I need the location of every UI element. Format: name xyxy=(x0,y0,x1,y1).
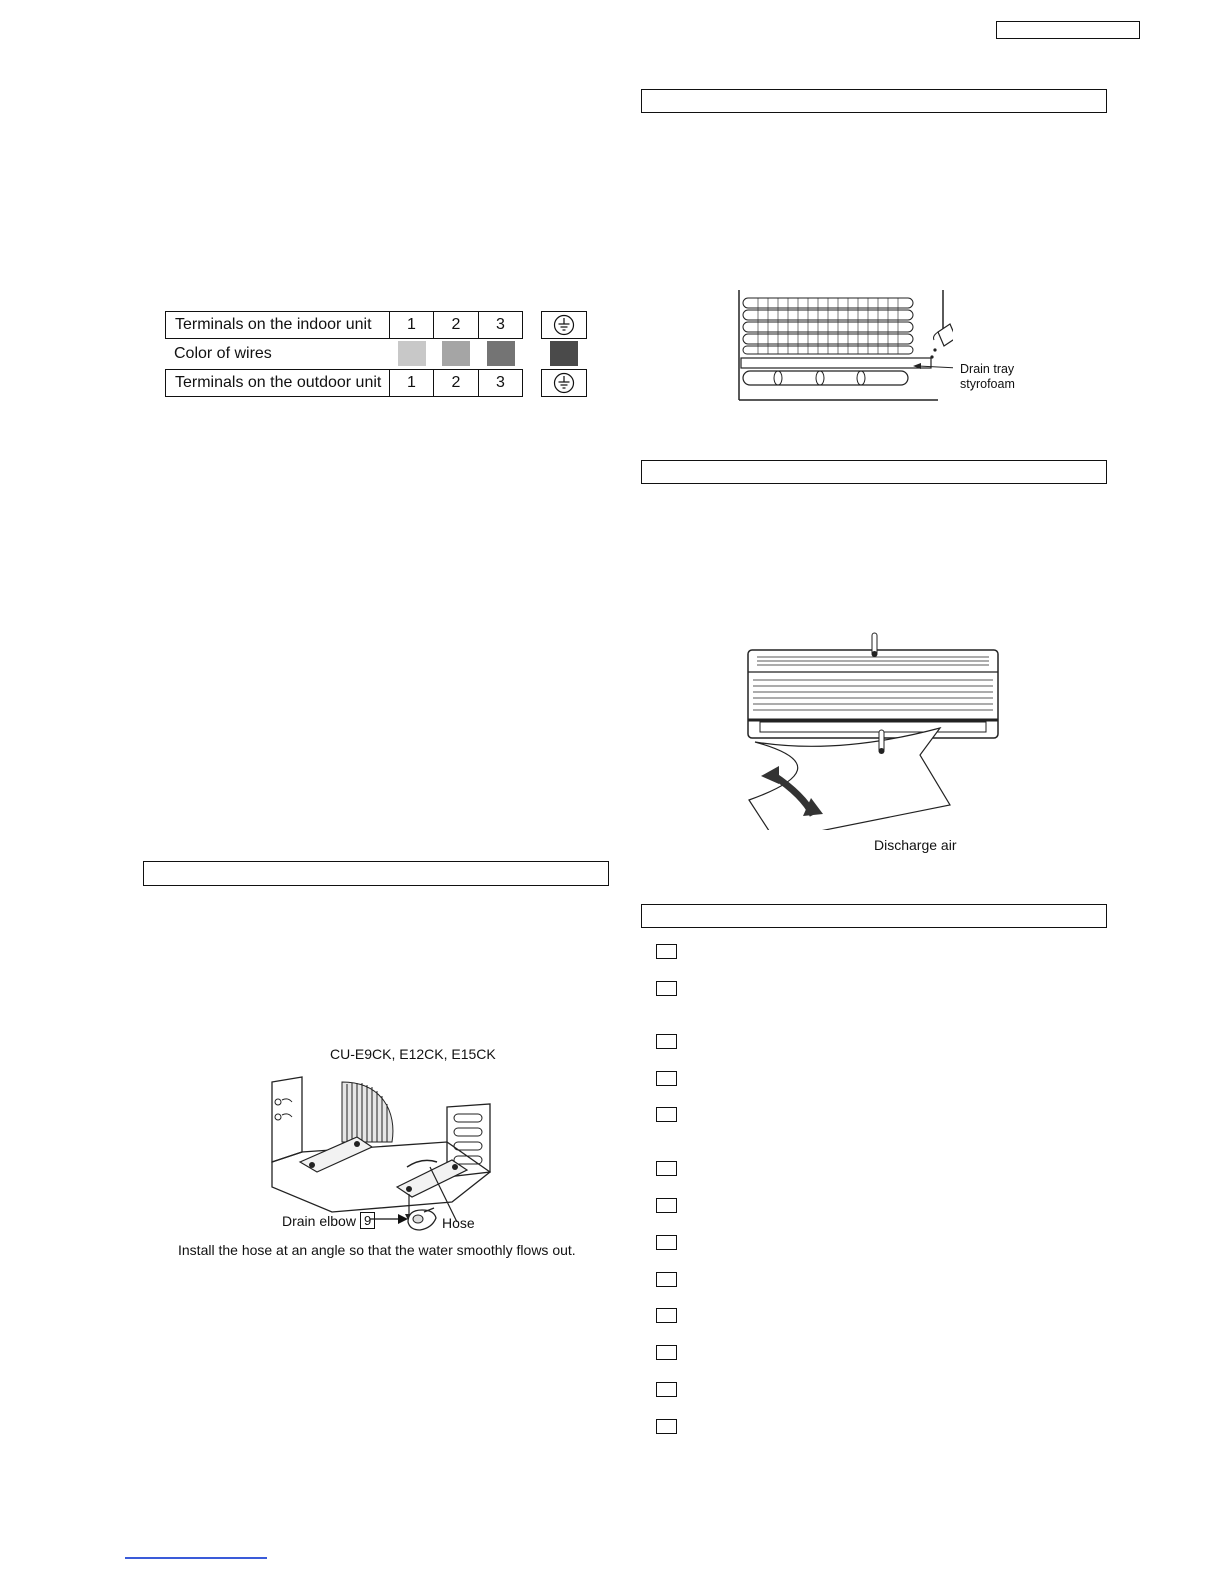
indoor-terminal-2 xyxy=(433,311,479,339)
section-header-drain-check xyxy=(641,89,1107,113)
terminal-number: 3 xyxy=(496,316,505,333)
drain-tray-label-line2: styrofoam xyxy=(960,377,1015,391)
terminal-number: 3 xyxy=(496,374,505,391)
drain-install-instruction: Install the hose at an angle so that the water smoothly flows out. xyxy=(178,1242,576,1258)
indoor-earth-terminal xyxy=(541,311,587,339)
checklist-item-checkbox[interactable] xyxy=(656,1034,677,1049)
checklist-item-checkbox[interactable] xyxy=(656,1071,677,1086)
checklist-item-checkbox[interactable] xyxy=(656,944,677,959)
terminal-number: 1 xyxy=(407,374,416,391)
outdoor-terminals-label: Terminals on the outdoor unit xyxy=(175,374,382,391)
fan-grille xyxy=(342,1082,393,1142)
outdoor-earth-terminal xyxy=(541,369,587,397)
terminal-number: 1 xyxy=(407,316,416,333)
drain-elbow-icon xyxy=(404,1204,440,1234)
outdoor-terminals-label-cell xyxy=(165,369,390,397)
checklist-item-checkbox[interactable] xyxy=(656,1382,677,1397)
drain-tray-label-line1: Drain tray xyxy=(960,362,1015,376)
outdoor-terminal-1 xyxy=(389,369,434,397)
wire-color-swatch-earth xyxy=(550,341,578,366)
wire-connection-table xyxy=(165,311,587,398)
checklist-item-checkbox[interactable] xyxy=(656,981,677,996)
hose-label: Hose xyxy=(442,1215,475,1231)
section-header-drain-left xyxy=(143,861,609,886)
checklist-item-checkbox[interactable] xyxy=(656,1161,677,1176)
section-header-checklist xyxy=(641,904,1107,928)
drain-elbow-arrow xyxy=(370,1213,408,1225)
outdoor-terminal-3 xyxy=(478,369,523,397)
footer-link-rule xyxy=(125,1557,267,1559)
indoor-terminals-label-cell xyxy=(165,311,390,339)
drain-tray-label xyxy=(960,362,1015,392)
page-header-label-box xyxy=(996,21,1140,39)
checklist-item-checkbox[interactable] xyxy=(656,1198,677,1213)
wire-color-label: Color of wires xyxy=(174,345,272,362)
indoor-terminal-3 xyxy=(478,311,523,339)
checklist-item-checkbox[interactable] xyxy=(656,1308,677,1323)
drain-elbow-text: Drain elbow xyxy=(282,1212,356,1229)
indoor-terminal-1 xyxy=(389,311,434,339)
section-header-airflow xyxy=(641,460,1107,484)
drain-elbow-ref-number: 9 xyxy=(360,1212,375,1229)
drain-figure-title: CU-E9CK, E12CK, E15CK xyxy=(330,1046,496,1062)
wire-color-swatch-3 xyxy=(487,341,515,366)
discharge-air-label: Discharge air xyxy=(874,837,957,853)
wire-color-swatch-2 xyxy=(442,341,470,366)
checklist-item-checkbox[interactable] xyxy=(656,1345,677,1360)
indoor-terminals-label: Terminals on the indoor unit xyxy=(175,316,372,333)
earth-ground-icon xyxy=(553,372,575,394)
checklist-item-checkbox[interactable] xyxy=(656,1272,677,1287)
checklist-item-checkbox[interactable] xyxy=(656,1419,677,1434)
drain-elbow-label xyxy=(282,1212,375,1229)
terminal-number: 2 xyxy=(451,316,461,333)
outdoor-terminal-2 xyxy=(433,369,479,397)
wire-color-label-cell xyxy=(165,340,390,368)
terminal-number: 2 xyxy=(451,374,461,391)
checklist-item-checkbox[interactable] xyxy=(656,1107,677,1122)
outdoor-unit-base-illustration xyxy=(262,1072,502,1222)
wire-color-swatch-1 xyxy=(398,341,426,366)
checklist-item-checkbox[interactable] xyxy=(656,1235,677,1250)
indoor-unit-drain-tray-illustration xyxy=(733,290,953,405)
earth-ground-icon xyxy=(553,314,575,336)
indoor-unit-discharge-illustration xyxy=(745,630,1005,830)
